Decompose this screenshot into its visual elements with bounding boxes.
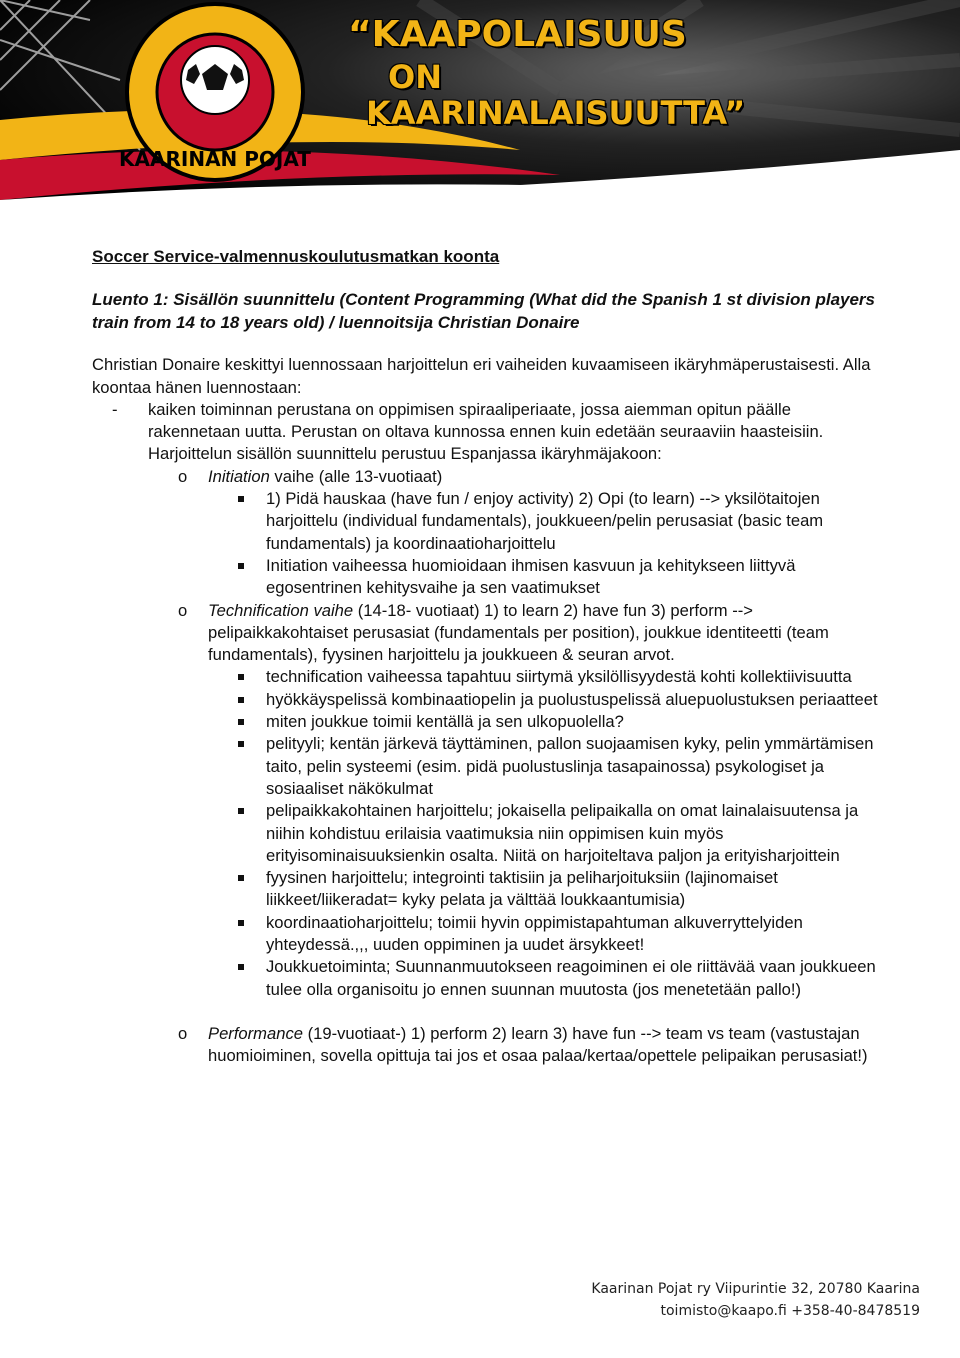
bullet-text: Joukkuetoiminta; Suunnanmuutokseen reagoiminen ei ole riittävää vaan joukkueen tulee olla organisoitu jo ennen suunnan muutosta (jos menetetään pallo!) [266, 957, 876, 999]
square-bullet-icon [238, 674, 244, 680]
bullet-text: fyysinen harjoittelu; integrointi taktisiin ja peliharjoituksiin (lajinomaiset liikkeet/liikeradat= kyky pelata ja välttää loukkaantumisia) [266, 868, 778, 910]
phase-text: vaihe (alle 13-vuotiaat) [269, 466, 443, 486]
circle-marker: o [178, 1023, 188, 1043]
bullet-item [92, 912, 882, 957]
spacer [92, 1001, 882, 1023]
bullet-text: Initiation vaiheessa huomioidaan ihmisen kasvuun ja kehitykseen liittyvä egosentrinen kehitysvaihe ja sen vaatimukset [266, 555, 796, 598]
square-bullet-icon [238, 741, 244, 747]
dash-item-text: kaiken toiminnan perustana on oppimisen spiraaliperiaate, jossa aiemman opitun päälle rakennetaan uutta. Perustan on oltava kunnossa ennen kuin edetään seuraaviin haasteisiin. Harjoittelun sisällön suunnittelu perustuu Espanjassa ikäryhmäjakoon: [148, 399, 824, 464]
bullet-item [92, 867, 882, 912]
svg-text:KAARINAN POJAT: KAARINAN POJAT [119, 147, 311, 171]
bullet-item [92, 555, 882, 600]
footer-email-phone: toimisto@kaapo.fi +358-40-8478519 [660, 1303, 920, 1319]
slogan-line-1: “KAAPOLAISUUS [348, 14, 687, 55]
dash-list-item [92, 399, 882, 466]
slogan-line-3: KAARINALAISUUTTA” [366, 94, 746, 132]
lecture-heading: Luento 1: Sisällön suunnittelu (Content Programming (What did the Spanish 1 st division players train from 14 to 18 years old) / luennoitsija Christian Donaire [92, 290, 876, 333]
phase-performance [92, 1023, 882, 1068]
square-bullet-icon [238, 808, 244, 814]
slogan-line-2: ON [388, 58, 442, 96]
bullet-item [92, 711, 882, 733]
intro-paragraph: Christian Donaire keskittyi luennossaan harjoittelun eri vaiheiden kuvaamiseen ikäryhmäperustaisesti. Alla koontaa hänen luennostaan: [92, 355, 871, 397]
square-bullet-icon [238, 964, 244, 970]
bullet-item [92, 666, 882, 688]
circle-marker: o [178, 600, 188, 620]
square-bullet-icon [238, 875, 244, 881]
bullet-item [92, 956, 882, 1001]
bullet-item [92, 800, 882, 867]
footer-address: Kaarinan Pojat ry Viipurintie 32, 20780 Kaarina [591, 1281, 920, 1297]
bullet-text: miten joukkue toimii kentällä ja sen ulkopuolella? [266, 712, 624, 732]
square-bullet-icon [238, 496, 244, 502]
bullet-text: pelityyli; kentän järkevä täyttäminen, pallon suojaamisen kyky, pelin ymmärtämisen taito, pelin systeemi (esim. pidä puolustuslinja tasapainossa) psykologiset ja sosiaaliset näkökulmat [266, 734, 874, 798]
bullet-text: pelipaikkakohtainen harjoittelu; jokaisella pelipaikalla on omat lainalaisuutensa ja niihin kohdistuu erilaisia vaatimuksia niin oppimisen kuin myös erityisominaisuuksienkin osalta. Niitä on harjoiteltava paljon ja erityisharjoittein [266, 801, 859, 865]
bullet-text: koordinaatioharjoittelu; toimii hyvin oppimistapahtuman alkuverryttelyiden yhteydessä.,,, uuden oppiminen ja uudet ärsykkeet! [266, 912, 803, 955]
header-banner [0, 0, 960, 205]
phase-name: Technification vaihe [208, 600, 354, 620]
document-title: Soccer Service-valmennuskoulutusmatkan koonta [92, 247, 500, 266]
circle-marker: o [178, 466, 188, 486]
bullet-text: 1) Pidä hauskaa (have fun / enjoy activity) 2) Opi (to learn) --> yksilötaitojen harjoittelu (individual fundamentals), joukkueen/pelin perusasiat (basic team fundamentals) ja koordinaatioharjoittelu [266, 489, 824, 553]
phase-name: Initiation [208, 466, 270, 486]
bullet-item [92, 488, 882, 555]
footer-contact [591, 1278, 920, 1322]
bullet-item [92, 733, 882, 800]
square-bullet-icon [238, 563, 244, 569]
square-bullet-icon [238, 697, 244, 703]
phase-text: (19-vuotiaat-) 1) perform 2) learn 3) have fun --> team vs team (vastustajan huomioiminen, sovella opittuja tai jos et osaa palaa/kertaa/opettele pelipaikan perusasiat!) [208, 1023, 868, 1066]
bullet-text: technification vaiheessa tapahtuu siirtymä yksilöllisyydestä kohti kollektiivisuutta [266, 667, 852, 687]
bullet-item [92, 689, 882, 711]
phase-initiation [92, 466, 882, 488]
square-bullet-icon [238, 920, 244, 926]
dash-marker: - [112, 399, 118, 419]
phase-technification [92, 600, 882, 667]
phase-text: (14-18- vuotiaat) 1) to learn 2) have fun 3) perform --> pelipaikkakohtaiset perusasiat (fundamentals per position), joukkue identiteetti (team fundamentals), fyysinen harjoittelu ja joukkueen & seuran arvot. [208, 600, 829, 665]
bullet-text: hyökkäyspelissä kombinaatiopelin ja puolustuspelissä aluepuolustuksen periaatteet [266, 689, 878, 709]
phase-name: Performance [208, 1023, 303, 1043]
square-bullet-icon [238, 719, 244, 725]
document-body [92, 246, 882, 1068]
